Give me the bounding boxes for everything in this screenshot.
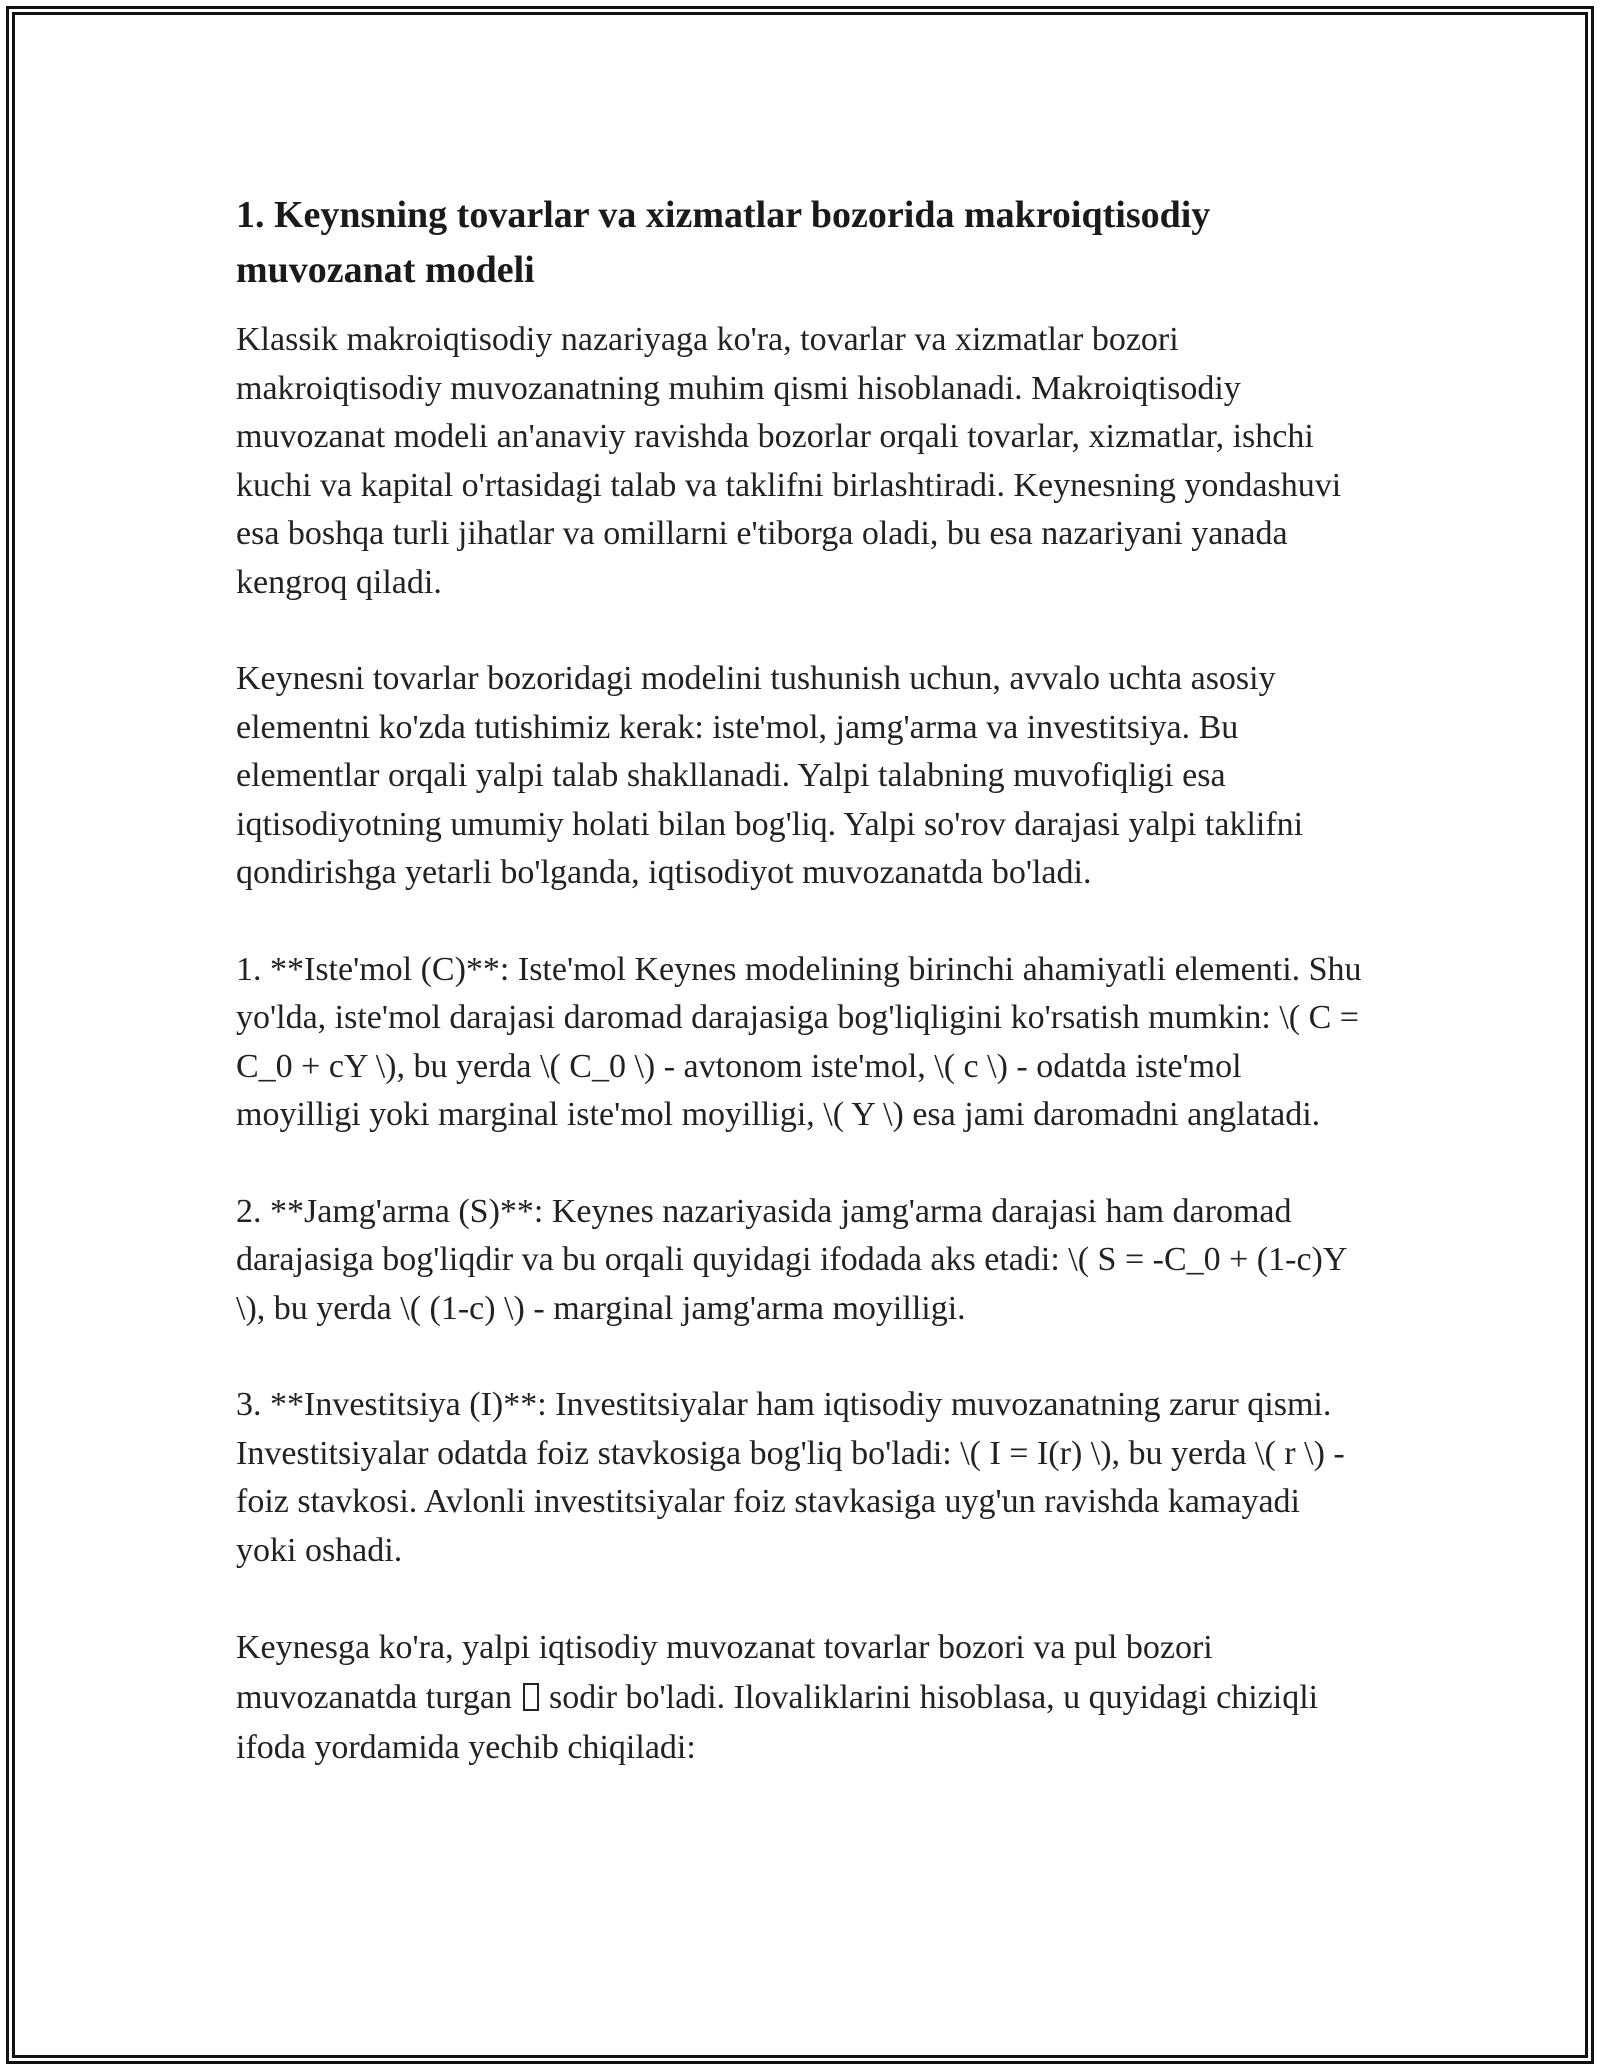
paragraph-investment: 3. **Investitsiya (I)**: Investitsiyalar ham iqtisodiy muvozanatning zarur qismi. Investitsiyalar odatda foiz stavkosiga bog'liq bo'ladi: \( I = I(r) \), bu yerda \( r \) - foiz stavkosi. Avlonli investitsiyalar foiz stavkasiga uyg'un ravishda kamayadi yoki oshadi. [236, 1386, 1345, 1569]
paragraph-consumption: 1. **Iste'mol (C)**: Iste'mol Keynes modelining birinchi ahamiyatli elementi. Shu yo'lda, iste'mol darajasi daromad darajasiga bog'liqligini ko'rsatish mumkin: \( C = C_0 + cY \), bu yerda \( C_0 \) - avtonom iste'mol, \( c \) - odatda iste'mol moyilligi yoki marginal iste'mol moyilligi, \( Y \) esa jami daromadni anglatadi. [236, 950, 1362, 1133]
section-heading: 1. Keynsning tovarlar va xizmatlar bozorida makroiqtisodiy muvozanat modeli [236, 194, 1211, 291]
paragraph-equilibrium-part2: sodir bo'ladi. Ilovaliklarini hisoblasa, u quyidagi chiziqli ifoda yordamida yechib chiqiladi: [236, 1679, 1319, 1766]
paragraph-equilibrium-part1: Keynesga ko'ra, yalpi iqtisodiy muvozanat tovarlar bozori va pul bozori muvozanatda turgan [236, 1629, 1213, 1716]
missing-glyph-icon [523, 1683, 539, 1711]
paragraph-intro: Klassik makroiqtisodiy nazariyaga ko'ra, tovarlar va xizmatlar bozori makroiqtisodiy muvozanatning muhim qismi hisoblanadi. Makroiqtisodiy muvozanat modeli an'anaviy ravishda bozorlar orqali tovarlar, xizmatlar, ishchi kuchi va kapital o'rtasidagi talab va taklifni birlashtiradi. Keynesning yondashuvi esa boshqa turli jihatlar va omillarni e'tiborga oladi, bu esa nazariyani yanada kengroq qiladi. [236, 321, 1342, 601]
document-body [236, 188, 1366, 1821]
paragraph-elements: Keynesni tovarlar bozoridagi modelini tushunish uchun, avvalo uchta asosiy elementni ko'zda tutishimiz kerak: iste'mol, jamg'arma va investitsiya. Bu elementlar orqali yalpi talab shakllanadi. Yalpi talabning muvofiqligi esa iqtisodiyotning umumiy holati bilan bog'liq. Yalpi so'rov darajasi yalpi taklifni qondirishga yetarli bo'lganda, iqtisodiyot muvozanatda bo'ladi. [236, 660, 1304, 891]
paragraph-equilibrium [236, 1623, 1366, 1773]
paragraph-savings: 2. **Jamg'arma (S)**: Keynes nazariyasida jamg'arma darajasi ham daromad darajasiga bog'liqdir va bu orqali quyidagi ifodada aks etadi: \( S = -C_0 + (1-c)Y \), bu yerda \( (1-c) \) - marginal jamg'arma moyilligi. [236, 1192, 1347, 1327]
